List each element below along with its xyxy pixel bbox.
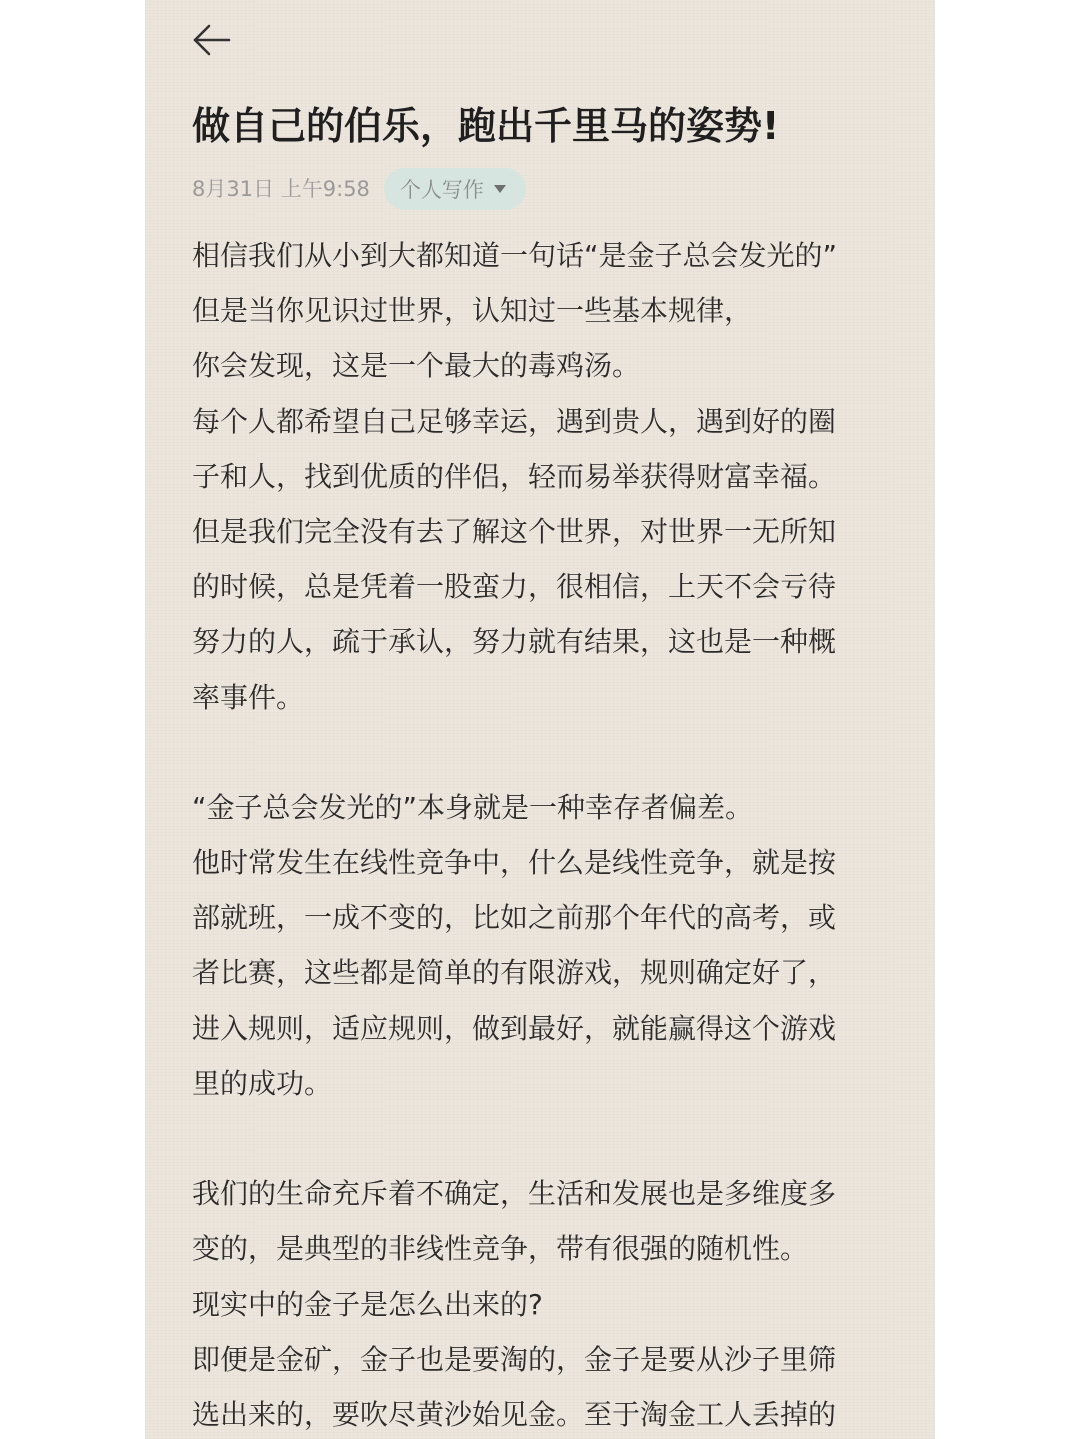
blank-line <box>192 1111 892 1166</box>
back-button[interactable] <box>189 18 233 62</box>
text-line: 变的，是典型的非线性竞争，带有很强的随机性。 <box>192 1232 809 1266</box>
category-label: 个人写作 <box>399 178 484 202</box>
text-line: 选出来的，要吹尽黄沙始见金。至于淘金工人丢掉的 <box>192 1397 837 1431</box>
text-line: 进入规则，适应规则，做到最好，就能赢得这个游戏 <box>192 1011 837 1045</box>
text-line: “金子总会发光的”本身就是一种幸存者偏差。 <box>192 790 754 824</box>
note-body[interactable] <box>192 228 892 1439</box>
text-line: 部就班，一成不变的，比如之前那个年代的高考，或 <box>192 901 837 935</box>
text-line: 努力的人，疏于承认，努力就有结果，这也是一种概 <box>192 625 837 659</box>
text-line: 相信我们从小到大都知道一句话“是金子总会发光的” <box>192 239 838 272</box>
text-line: 的时候，总是凭着一股蛮力，很相信，上天不会亏待 <box>192 570 837 604</box>
text-line: 你会发现，这是一个最大的毒鸡汤。 <box>192 349 641 383</box>
note-timestamp: 8月31日 上午9:58 <box>192 177 370 201</box>
text-line: 每个人都希望自己足够幸运，遇到贵人，遇到好的圈 <box>192 404 837 438</box>
category-dropdown[interactable] <box>384 168 526 210</box>
text-line: 但是我们完全没有去了解这个世界，对世界一无所知 <box>192 514 837 548</box>
arrow-left-icon <box>189 18 233 62</box>
text-line: 者比赛，这些都是简单的有限游戏，规则确定好了， <box>192 956 837 990</box>
blank-line <box>192 725 892 780</box>
text-line: 里的成功。 <box>192 1066 333 1100</box>
text-line: 率事件。 <box>192 680 305 714</box>
text-line: 即便是金矿，金子也是要淘的，金子是要从沙子里筛 <box>192 1342 837 1376</box>
note-page <box>145 0 935 1439</box>
text-line: 但是当你见识过世界，认知过一些基本规律， <box>192 294 753 328</box>
text-line: 现实中的金子是怎么出来的? <box>192 1287 543 1321</box>
caret-down-icon <box>494 185 506 193</box>
text-line: 子和人，找到优质的伴侣，轻而易举获得财富幸福。 <box>192 459 837 493</box>
note-meta <box>192 168 526 210</box>
text-line: 我们的生命充斥着不确定，生活和发展也是多维度多 <box>192 1177 837 1211</box>
note-title[interactable]: 做自己的伯乐，跑出千里马的姿势! <box>192 104 780 148</box>
text-line: 他时常发生在线性竞争中，什么是线性竞争，就是按 <box>192 846 837 880</box>
